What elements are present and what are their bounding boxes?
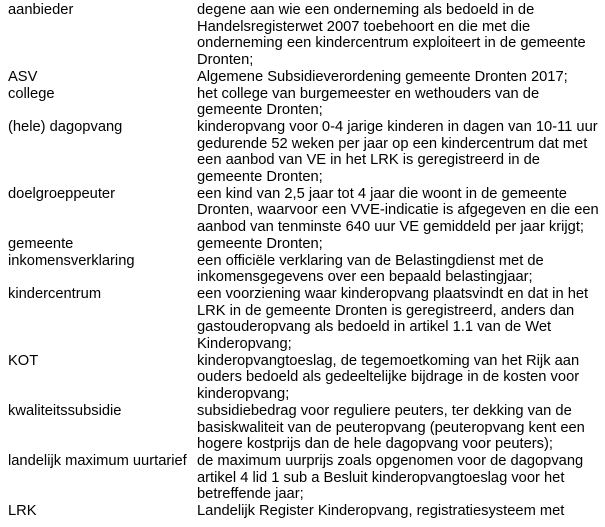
definition-text: de maximum uurprijs zoals opgenomen voor de dagopvang artikel 4 lid 1 sub a Besluit kinderopvangtoeslag voor het betreffende jaar; [197,452,584,503]
definition-row-lrk [0,503,605,520]
definition-row-kwaliteitssubsidie [0,403,605,453]
definition-text: Algemene Subsidieverordening gemeente Dronten 2017; [197,68,568,85]
definition-text: een kind van 2,5 jaar tot 4 jaar die woont in de gemeente Dronten, waarvoor een VVE-indicatie is afgegeven en die een aanbod van tenminste 640 uur VE gemiddeld per jaar krijgt; [197,185,599,236]
definition-text: het college van burgemeester en wethouders van de gemeente Dronten; [197,85,540,119]
definition-term: KOT [8,352,39,369]
definition-text: Landelijk Register Kinderopvang, registratiesysteem met [197,503,565,520]
definition-term: LRK [8,503,37,520]
definition-term: (hele) dagopvang [8,118,123,135]
definition-text: kinderopvang voor 0-4 jarige kinderen in dagen van 10-11 uur gedurende 52 weken per jaar op een kindercentrum dat met een aanbod van VE in het LRK is geregistreerd in de gemeente Dronten; [197,118,598,186]
definition-row-kot [0,353,605,403]
definition-text: gemeente Dronten; [197,235,323,252]
definition-term: kwaliteitssubsidie [8,402,122,419]
definition-term: landelijk maximum uurtarief [8,452,187,469]
definition-row-asv [0,69,605,86]
definition-row-doelgroeppeuter [0,186,605,236]
definition-row-inkomensverklaring [0,253,605,286]
definition-row-college [0,86,605,119]
definition-text: kinderopvangtoeslag, de tegemoetkoming van het Rijk aan ouders bedoeld als gedeeltelijke bijdrage in de kosten voor kinderopvang; [197,352,580,403]
definition-text: subsidiebedrag voor reguliere peuters, ter dekking van de basiskwaliteit van de peuteropvang (peuteropvang kent een hogere kostprijs dan de hele dagopvang voor peuters); [197,402,585,453]
definition-row-landelijk-maximum-uurtarief [0,453,605,503]
definition-text: een officiële verklaring van de Belastingdienst met de inkomensgegevens over een bepaald belastingjaar; [197,252,544,286]
definition-text: een voorziening waar kinderopvang plaatsvindt en dat in het LRK in de gemeente Dronten is geregistreerd, anders dan gastouderopvang als bedoeld in artikel 1.1 van de Wet Kinderopvang; [197,285,589,353]
definition-term: doelgroeppeuter [8,185,115,202]
definition-row-aanbieder [0,2,605,69]
definition-term: inkomensverklaring [8,252,135,269]
definition-row-hele-dagopvang [0,119,605,186]
definition-term: gemeente [8,235,74,252]
definition-term: ASV [8,68,38,85]
definition-term: kindercentrum [8,285,102,302]
definition-text: degene aan wie een onderneming als bedoeld in de Handelsregisterwet 2007 toebehoort en die met die onderneming een kindercentrum exploiteert in de gemeente Dronten; [197,2,586,69]
definition-row-kindercentrum [0,286,605,353]
definition-row-gemeente [0,236,605,253]
definition-term: college [8,85,55,102]
definition-term: aanbieder [8,2,74,18]
